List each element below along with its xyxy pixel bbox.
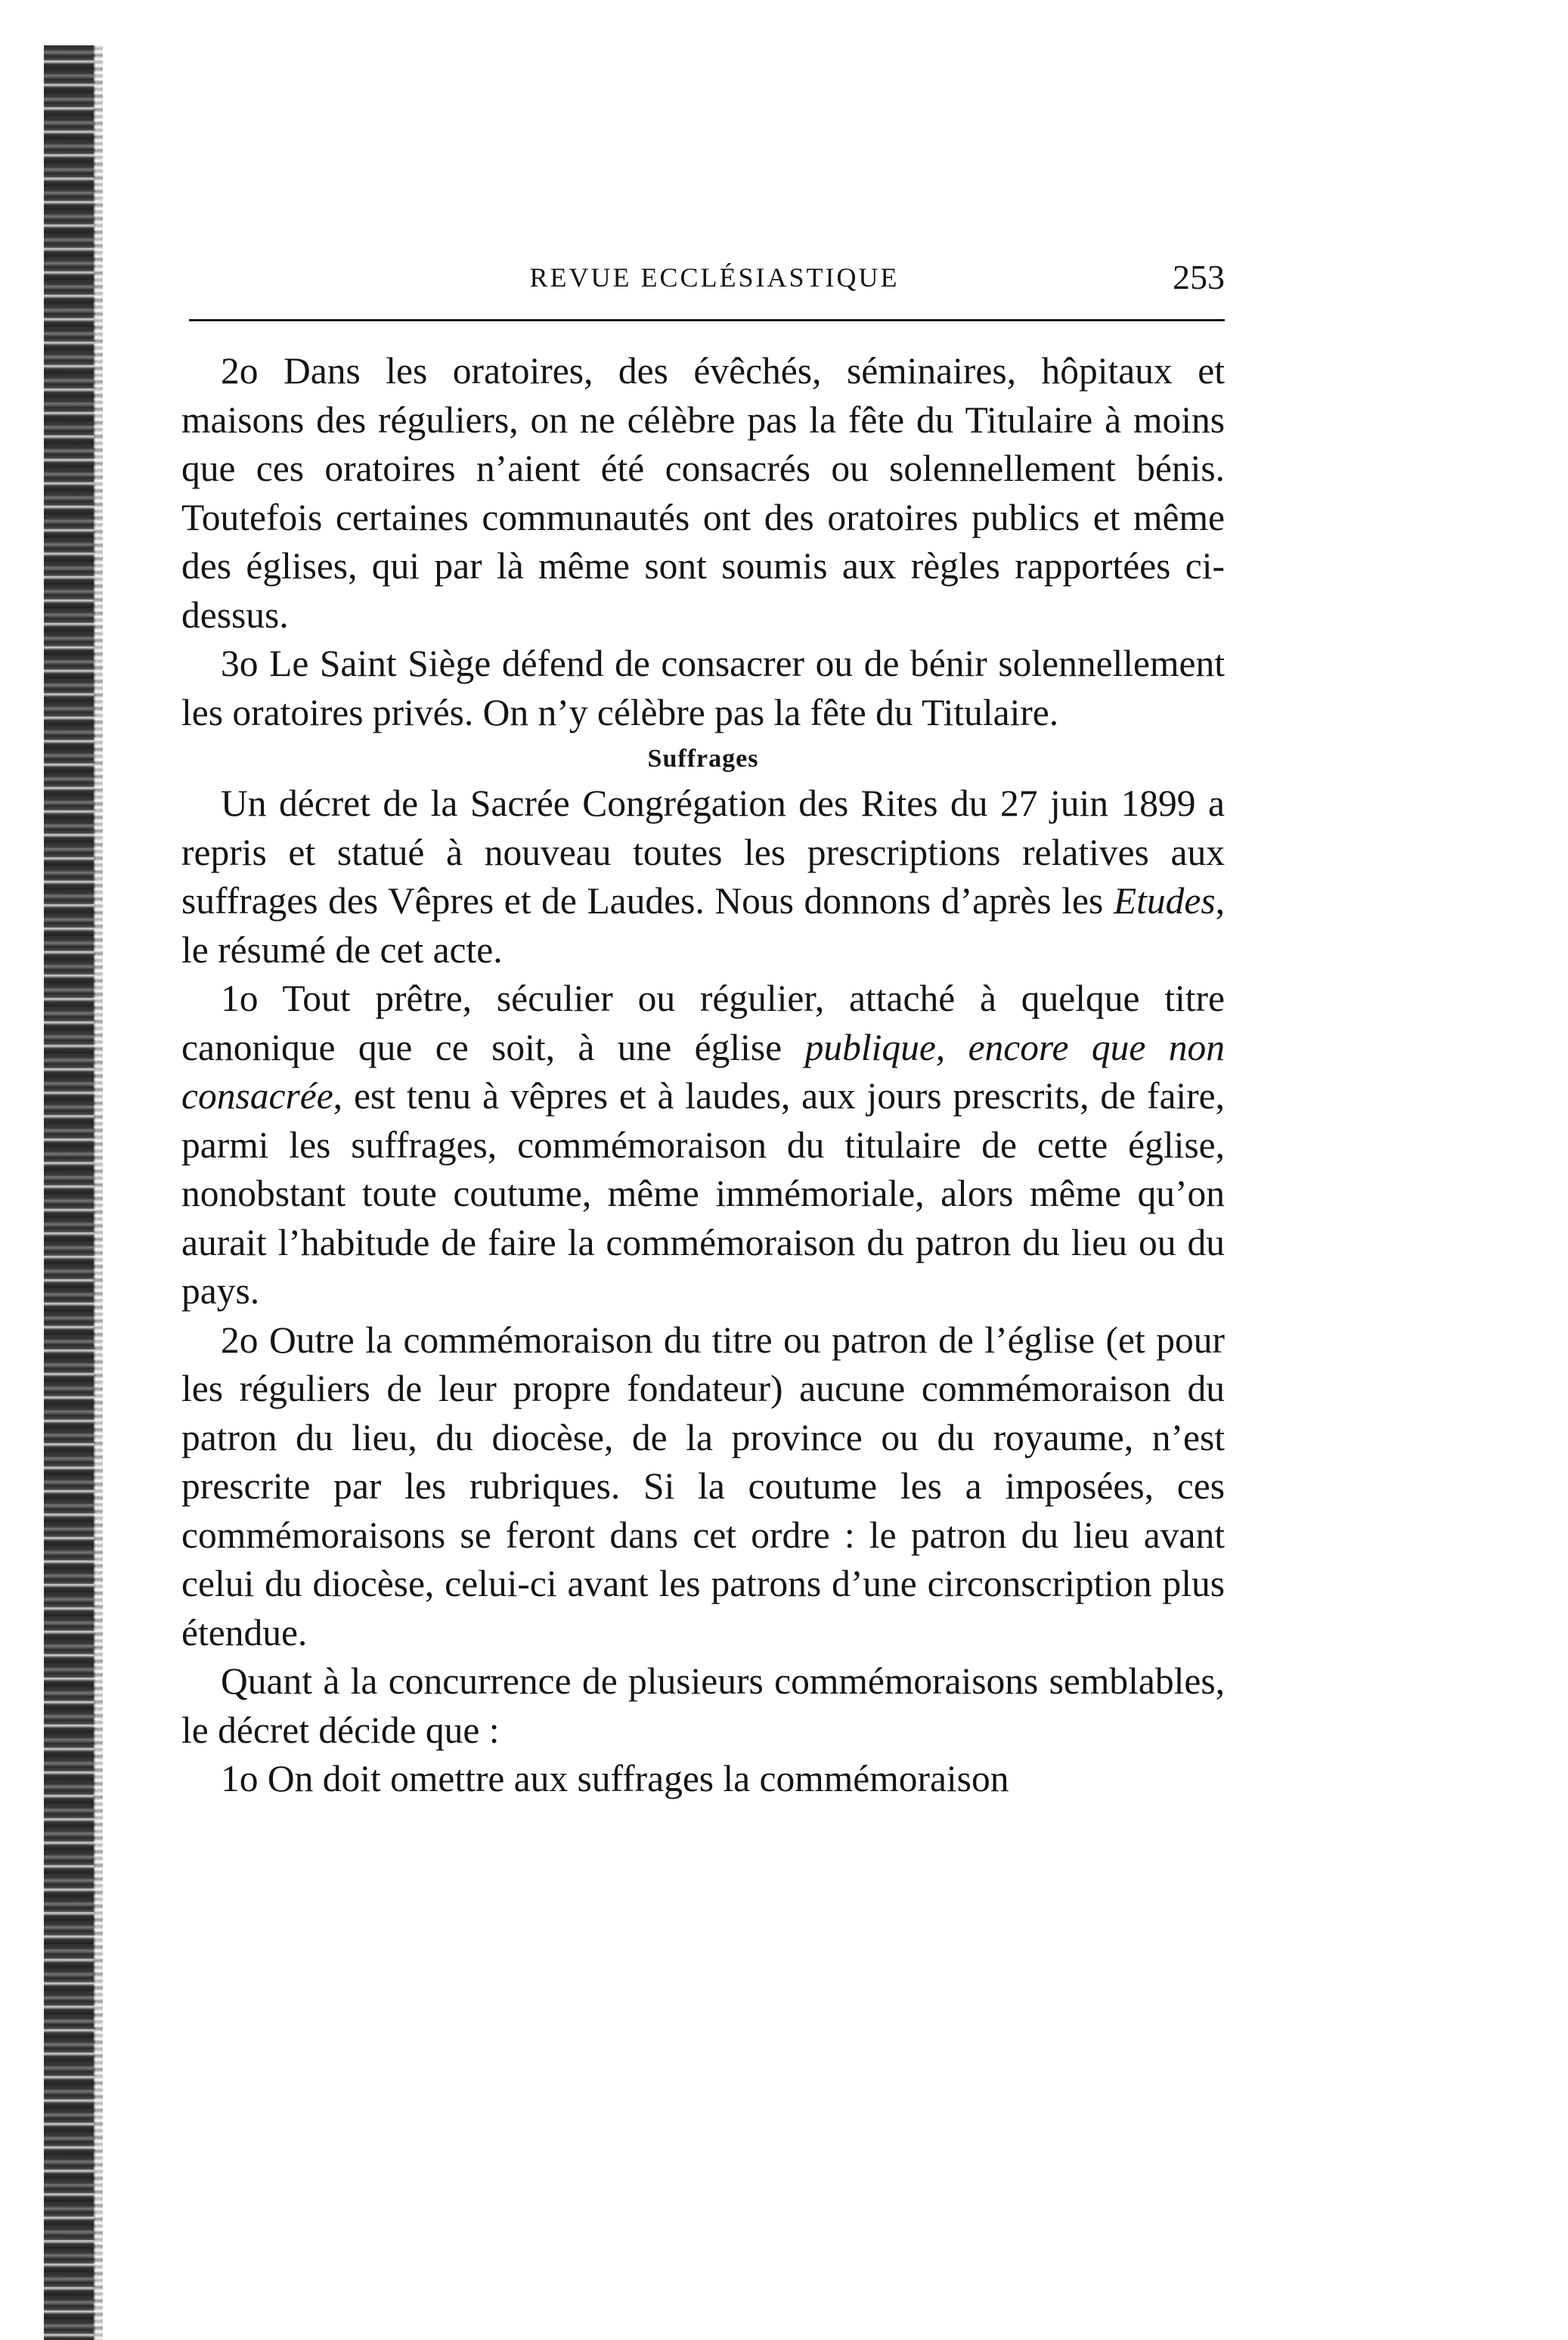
- header-rule: [189, 319, 1225, 321]
- paragraph-oratoires-prives: 3o Le Saint Siège défend de consacrer ou de bénir solennellement les oratoires privés. On n’y célèbre pas la fête du Titulaire.: [181, 643, 1225, 733]
- paragraph-point-1: [181, 975, 1225, 1316]
- body-text: [181, 347, 1225, 1804]
- page-number: 253: [1173, 258, 1225, 296]
- running-head: [181, 257, 1225, 302]
- scanned-binding-edge: [44, 45, 95, 2340]
- paragraph-decret-text: Un décret de la Sacrée Congrégation des Rites du 27 juin 1899 a repris et statué à nouveau toutes les prescriptions relatives aux suffrages des Vêpres et de Laudes. Nous donnons d’après les: [181, 783, 1225, 922]
- paragraph-decret: [181, 779, 1225, 975]
- paragraph-point-2: 2o Outre la commémoraison du titre ou patron de l’église (et pour les réguliers de leur propre fondateur) aucune commémoraison du patron du lieu, du diocèse, de la province ou du royaume, n’est prescrite par les rubriques. Si la coutume les a imposées, ces commémoraisons se feront dans cet ordre : le patron du lieu avant celui du diocèse, celui-ci avant les patrons d’une circonscription plus étendue.: [181, 1319, 1225, 1653]
- journal-title: Etudes: [1113, 880, 1216, 922]
- book-page: [181, 257, 1225, 1804]
- paragraph-concurrence: Quant à la concurrence de plusieurs commémoraisons semblables, le décret décide que :: [181, 1660, 1225, 1751]
- paragraph-point-1-end: , est tenu à vêpres et à laudes, aux jours prescrits, de faire, parmi les suffrages, commémoraison du titulaire de cette église, nonobstant toute coutume, même immémoriale, alors même qu’on aurait l’habitude de faire la commémoraison du patron du lieu ou du pays.: [181, 1075, 1225, 1312]
- italic-phrase: publique, encore que non consacrée: [181, 1026, 1225, 1117]
- paragraph-point-1-omettre: 1o On doit omettre aux suffrages la commémoraison: [221, 1758, 1009, 1799]
- section-heading-suffrages: Suffrages: [647, 745, 759, 773]
- paragraph-point-1-text: 1o Tout prêtre, séculier ou régulier, attaché à quelque titre canonique que ce soit, à une église: [181, 978, 1225, 1068]
- running-title: REVUE ECCLÉSIASTIQUE: [529, 262, 900, 293]
- paragraph-oratoires: 2o Dans les oratoires, des évêchés, séminaires, hôpitaux et maisons des réguliers, on ne célèbre pas la fête du Titulaire à moins que ces oratoires n’aient été consacrés ou solennellement bénis. Toutefois certaines communautés ont des oratoires publics et même des églises, qui par là même sont soumis aux règles rapportées ci-dessus.: [181, 350, 1225, 636]
- paragraph-decret-end: , le résumé de cet acte.: [181, 880, 1225, 971]
